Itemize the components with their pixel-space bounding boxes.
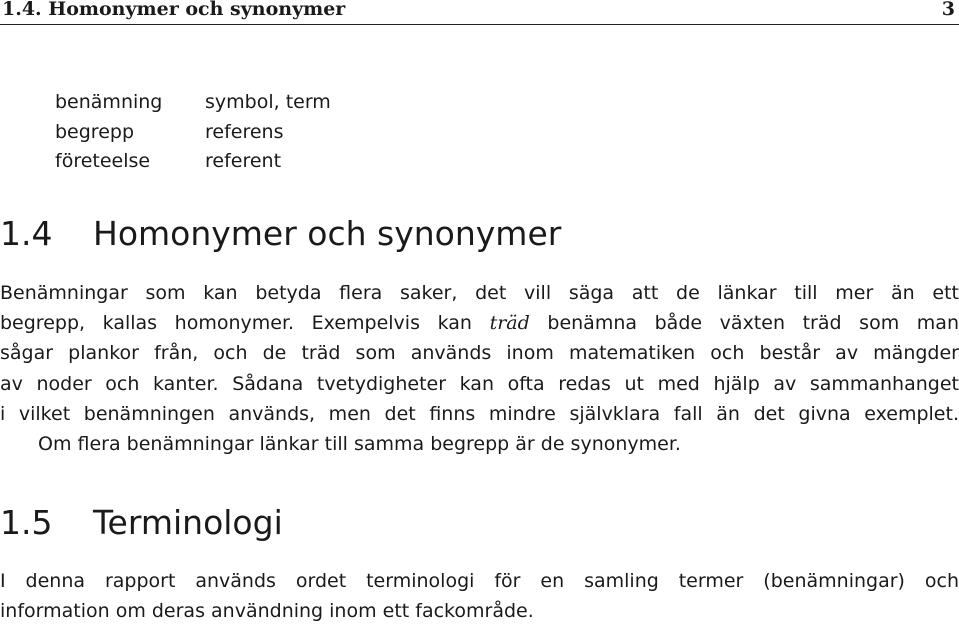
- section-number: 1.5: [0, 503, 53, 542]
- term-table-row: [55, 147, 331, 177]
- section-1-4-paragraph: [0, 278, 959, 459]
- text-line: sågar plankor från, och de träd som används inom matematiken och består av mängder: [0, 342, 959, 365]
- term-table-row: [55, 88, 331, 118]
- term-left: begrepp: [55, 120, 135, 143]
- text-line: Benämningar som kan betyda flera saker, det vill säga att de länkar till mer än ett: [0, 282, 959, 304]
- term-right: referens: [205, 120, 284, 143]
- section-title: Homonymer och synonymer: [93, 214, 562, 253]
- term-left: benämning: [55, 91, 163, 113]
- text-line: information om deras användning inom ett fackområde.: [0, 600, 534, 623]
- text-line: av noder och kanter. Sådana tvetydigheter kan ofta redas ut med hjälp av sammanhanget: [0, 372, 959, 395]
- text-line: Om flera benämningar länkar till samma begrepp är de synonymer.: [38, 433, 681, 456]
- section-number: 1.4: [0, 214, 53, 253]
- term-right: symbol, term: [205, 91, 331, 113]
- text-span: begrepp, kallas homonymer. Exempelvis kan: [0, 312, 490, 335]
- text-line: i vilket benämningen används, men det finns mindre självklara fall än det givna exemplet.: [0, 402, 959, 425]
- term-table-row: [55, 118, 331, 148]
- section-heading-1-5: [0, 503, 283, 542]
- text-line: [0, 308, 959, 338]
- term-right: referent: [205, 150, 282, 172]
- running-header: [0, 0, 959, 25]
- term-left: företeelse: [55, 150, 151, 172]
- section-title: Terminologi: [93, 503, 283, 542]
- emphasis-term: träd: [489, 312, 530, 335]
- text-line: I denna rapport används ordet terminologi för en samling termer (benämningar) och: [0, 570, 959, 592]
- section-heading-1-4: [0, 214, 562, 253]
- text-span: benämna både växten träd som man: [529, 312, 959, 335]
- section-1-5-paragraph: [0, 566, 959, 626]
- running-title: 1.4. Homonymer och synonymer: [2, 0, 346, 20]
- page-number: 3: [941, 0, 955, 20]
- term-table: [55, 88, 331, 177]
